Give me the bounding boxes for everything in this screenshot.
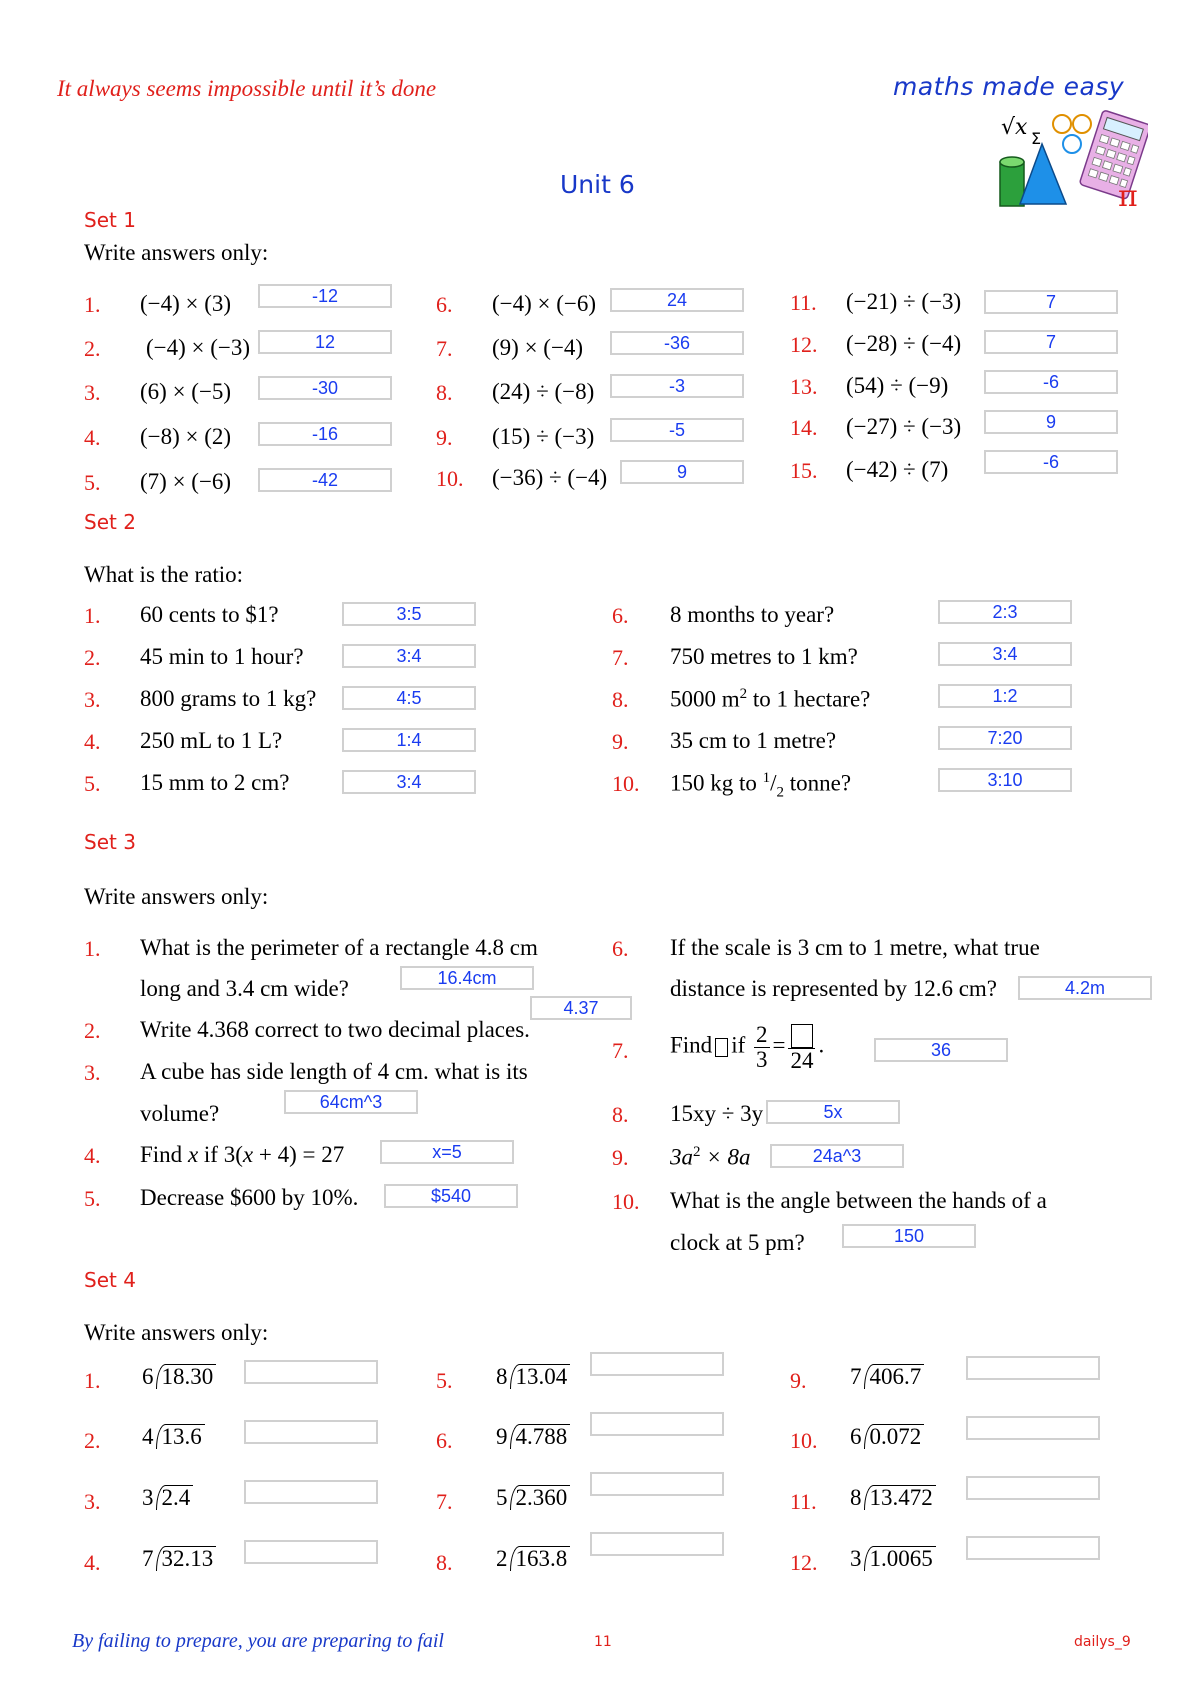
- answer-box[interactable]: -12: [258, 284, 392, 308]
- answer-box[interactable]: [966, 1476, 1100, 1500]
- divisor: 8: [850, 1485, 862, 1510]
- dividend: 163.8: [510, 1546, 571, 1571]
- dividend: 2.4: [156, 1485, 194, 1510]
- top-motto: It always seems impossible until it’s done: [57, 76, 437, 101]
- answer-box[interactable]: 64cm^3: [284, 1090, 418, 1114]
- question-number: 1.: [84, 292, 101, 317]
- dividend: 1.0065: [864, 1546, 936, 1571]
- question-number: 3.: [84, 1060, 101, 1085]
- answer-box[interactable]: 36: [874, 1038, 1008, 1062]
- fraction-denominator: 24: [790, 1047, 814, 1073]
- question-number: 5.: [84, 1186, 101, 1211]
- long-division: [850, 1485, 936, 1511]
- answer-box[interactable]: -36: [610, 331, 744, 355]
- question-text: (54) ÷ (−9): [846, 373, 949, 398]
- brand-name: maths made easy: [893, 72, 1125, 101]
- question-text-part: if 3(: [198, 1142, 243, 1167]
- question-text: (9) × (−4): [492, 335, 584, 360]
- question-text: [670, 1144, 751, 1171]
- answer-box[interactable]: [244, 1420, 378, 1444]
- question-number: 2.: [84, 1428, 101, 1453]
- divisor: 3: [142, 1485, 154, 1510]
- question-number: 6.: [436, 1428, 453, 1453]
- question-text: 60 cents to $1?: [140, 602, 279, 627]
- question-text: volume?: [140, 1101, 220, 1126]
- dividend: 32.13: [156, 1546, 217, 1571]
- answer-box[interactable]: 16.4cm: [400, 966, 534, 990]
- question-number: 5.: [84, 771, 101, 796]
- dividend: 2.360: [510, 1485, 571, 1510]
- answer-box[interactable]: -5: [610, 418, 744, 442]
- blank-square-icon: [791, 1024, 813, 1048]
- question-number: 2.: [84, 1018, 101, 1043]
- long-division: [850, 1546, 936, 1572]
- question-number: 6.: [612, 603, 629, 628]
- question-text: (15) ÷ (−3): [492, 424, 595, 449]
- set4-title: Set 4: [84, 1268, 136, 1292]
- question-number: 12.: [790, 1550, 818, 1575]
- question-text: clock at 5 pm?: [670, 1230, 805, 1255]
- answer-box[interactable]: [590, 1412, 724, 1436]
- question-text: long and 3.4 cm wide?: [140, 976, 349, 1001]
- dividend: 13.04: [510, 1364, 571, 1389]
- question-number: 4.: [84, 1143, 101, 1168]
- answer-box[interactable]: 3:4: [342, 770, 476, 794]
- answer-box[interactable]: [244, 1540, 378, 1564]
- document-code: dailys_9: [1074, 1634, 1131, 1650]
- question-number: 14.: [790, 415, 818, 440]
- divisor: 4: [142, 1424, 154, 1449]
- divisor: 7: [142, 1546, 154, 1571]
- question-text: (−8) × (2): [140, 424, 232, 449]
- answer-box[interactable]: $540: [384, 1184, 518, 1208]
- long-division: [850, 1424, 924, 1450]
- answer-box[interactable]: 1:2: [938, 684, 1072, 708]
- question-text: [670, 770, 851, 801]
- dividend: 4.788: [510, 1424, 571, 1449]
- question-text: Write 4.368 correct to two decimal places.: [140, 1017, 530, 1042]
- long-division: [142, 1364, 216, 1390]
- svg-text:√x: √x: [1001, 115, 1028, 140]
- question-text: What is the angle between the hands of a: [670, 1188, 1047, 1213]
- question-number: 1.: [84, 1368, 101, 1393]
- long-division: [142, 1485, 193, 1511]
- divisor: 8: [496, 1364, 508, 1389]
- page-number: 11: [594, 1634, 612, 1650]
- divisor: 2: [496, 1546, 508, 1571]
- set2-title: Set 2: [84, 510, 136, 534]
- question-number: 9.: [790, 1368, 807, 1393]
- question-number: 1.: [84, 936, 101, 961]
- question-text: (24) ÷ (−8): [492, 379, 595, 404]
- question-number: 8.: [436, 380, 453, 405]
- question-text: 8 months to year?: [670, 602, 835, 627]
- dividend: 406.7: [864, 1364, 925, 1389]
- set1-instruction: Write answers only:: [84, 240, 269, 265]
- question-number: 10.: [436, 466, 464, 491]
- answer-box[interactable]: -3: [610, 374, 744, 398]
- long-division: [142, 1424, 205, 1450]
- dividend: 18.30: [156, 1364, 217, 1389]
- variable: x: [242, 1142, 254, 1167]
- question-text: (−4) × (−6): [492, 291, 597, 316]
- equals-sign: =: [772, 1032, 786, 1058]
- question-text: 750 metres to 1 km?: [670, 644, 858, 669]
- superscript: 2: [739, 686, 748, 702]
- question-text: 15xy ÷ 3y: [670, 1101, 764, 1126]
- question-text: 45 min to 1 hour?: [140, 644, 304, 669]
- dividend: 0.072: [864, 1424, 925, 1449]
- question-number: 3.: [84, 380, 101, 405]
- fraction-slash: /: [770, 770, 777, 796]
- long-division: [496, 1485, 570, 1511]
- question-text-part: if: [731, 1032, 746, 1058]
- long-division: [496, 1424, 570, 1450]
- question-text: [140, 1142, 344, 1168]
- answer-box[interactable]: [966, 1356, 1100, 1380]
- question-text: (6) × (−5): [140, 379, 232, 404]
- divisor: 6: [850, 1424, 862, 1449]
- question-text: Decrease $600 by 10%.: [140, 1185, 359, 1210]
- question-number: 3.: [84, 1489, 101, 1514]
- question-text: (−4) × (−3): [146, 335, 251, 360]
- question-text: [670, 686, 870, 713]
- blank-square-icon: [715, 1038, 728, 1057]
- variable: x: [187, 1142, 199, 1167]
- divisor: 5: [496, 1485, 508, 1510]
- question-number: 4.: [84, 1550, 101, 1575]
- question-number: 5.: [84, 470, 101, 495]
- answer-box[interactable]: 4:5: [342, 686, 476, 710]
- question-text: [670, 1022, 824, 1073]
- fraction: [754, 1023, 770, 1072]
- superscript: 1: [762, 770, 771, 786]
- svg-text:Σ: Σ: [1031, 129, 1042, 148]
- question-number: 7.: [612, 645, 629, 670]
- question-number: 10.: [790, 1428, 818, 1453]
- question-number: 6.: [436, 292, 453, 317]
- question-number: 1.: [84, 603, 101, 628]
- question-text: If the scale is 3 cm to 1 metre, what true: [670, 935, 1040, 960]
- answer-box[interactable]: 24: [610, 288, 744, 312]
- long-division: [850, 1364, 924, 1390]
- answer-box[interactable]: 2:3: [938, 600, 1072, 624]
- answer-box[interactable]: 3:4: [342, 644, 476, 668]
- page-title: Unit 6: [560, 170, 635, 199]
- question-number: 7.: [436, 1489, 453, 1514]
- answer-box[interactable]: -6: [984, 370, 1118, 394]
- answer-box[interactable]: -30: [258, 376, 392, 400]
- fraction: [788, 1022, 815, 1073]
- footer-motto: By failing to prepare, you are preparing to fail: [72, 1630, 444, 1652]
- set3-title: Set 3: [84, 830, 136, 854]
- answer-box[interactable]: [966, 1536, 1100, 1560]
- question-text-part: 3a: [670, 1144, 693, 1170]
- question-number: 12.: [790, 332, 818, 357]
- question-number: 8.: [612, 1102, 629, 1127]
- answer-box[interactable]: 4.2m: [1018, 976, 1152, 1000]
- question-text-part: 150 kg to: [670, 770, 763, 796]
- long-division: [496, 1364, 570, 1390]
- long-division: [496, 1546, 570, 1572]
- question-text: 250 mL to 1 L?: [140, 728, 283, 753]
- svg-text:π: π: [1118, 179, 1138, 210]
- answer-box[interactable]: 3:10: [938, 768, 1072, 792]
- answer-box[interactable]: 3:5: [342, 602, 476, 626]
- superscript: 2: [693, 1144, 701, 1160]
- question-text: A cube has side length of 4 cm. what is its: [140, 1059, 528, 1084]
- period: .: [818, 1032, 825, 1058]
- question-text-part: × 8a: [700, 1144, 751, 1170]
- answer-box[interactable]: [244, 1480, 378, 1504]
- question-number: 2.: [84, 336, 101, 361]
- question-text: (−21) ÷ (−3): [846, 289, 962, 314]
- question-number: 9.: [612, 729, 629, 754]
- question-text-part: to 1 hectare?: [747, 686, 871, 712]
- question-text: (−28) ÷ (−4): [846, 331, 962, 356]
- answer-box[interactable]: [966, 1416, 1100, 1440]
- question-number: 8.: [612, 687, 629, 712]
- dividend: 13.472: [864, 1485, 936, 1510]
- answer-box[interactable]: [590, 1352, 724, 1376]
- question-text: (7) × (−6): [140, 469, 232, 494]
- question-number: 5.: [436, 1368, 453, 1393]
- question-text: (−42) ÷ (7): [846, 457, 949, 482]
- answer-box[interactable]: 7: [984, 330, 1118, 354]
- answer-box[interactable]: 3:4: [938, 642, 1072, 666]
- question-number: 9.: [436, 425, 453, 450]
- answer-box[interactable]: x=5: [380, 1140, 514, 1164]
- answer-box[interactable]: 7: [984, 290, 1118, 314]
- answer-box[interactable]: 9: [620, 460, 744, 484]
- question-text: 15 mm to 2 cm?: [140, 770, 290, 795]
- answer-box[interactable]: -42: [258, 468, 392, 492]
- divisor: 9: [496, 1424, 508, 1449]
- question-text: 800 grams to 1 kg?: [140, 686, 317, 711]
- question-number: 8.: [436, 1550, 453, 1575]
- question-number: 10.: [612, 771, 640, 796]
- question-number: 4.: [84, 425, 101, 450]
- subscript: 2: [776, 784, 785, 801]
- question-text-part: 5000 m: [670, 686, 740, 712]
- answer-box[interactable]: [244, 1360, 378, 1384]
- fraction-denominator: 3: [756, 1046, 768, 1072]
- divisor: 7: [850, 1364, 862, 1389]
- divisor: 3: [850, 1546, 862, 1571]
- maths-collage-icon: [998, 110, 1148, 210]
- question-text: 35 cm to 1 metre?: [670, 728, 837, 753]
- answer-box[interactable]: 7:20: [938, 726, 1072, 750]
- answer-box[interactable]: [590, 1472, 724, 1496]
- answer-box[interactable]: 5x: [766, 1100, 900, 1124]
- question-number: 15.: [790, 458, 818, 483]
- question-text: distance is represented by 12.6 cm?: [670, 976, 997, 1001]
- question-text-part: tonne?: [784, 770, 852, 796]
- question-text: (−4) × (3): [140, 291, 232, 316]
- answer-box[interactable]: 1:4: [342, 728, 476, 752]
- question-number: 3.: [84, 687, 101, 712]
- set3-instruction: Write answers only:: [84, 884, 269, 909]
- question-number: 6.: [612, 936, 629, 961]
- question-text: (−27) ÷ (−3): [846, 414, 962, 439]
- divisor: 6: [142, 1364, 154, 1389]
- question-text: What is the perimeter of a rectangle 4.8 cm: [140, 935, 538, 960]
- set1-title: Set 1: [84, 208, 136, 232]
- long-division: [142, 1546, 216, 1572]
- question-text-part: Find: [140, 1142, 188, 1167]
- answer-box[interactable]: -16: [258, 422, 392, 446]
- set4-instruction: Write answers only:: [84, 1320, 269, 1345]
- question-number: 11.: [790, 1489, 817, 1514]
- answer-box[interactable]: 12: [258, 330, 392, 354]
- question-number: 11.: [790, 290, 817, 315]
- question-number: 9.: [612, 1145, 629, 1170]
- question-text: (−36) ÷ (−4): [492, 465, 608, 490]
- answer-box[interactable]: [590, 1532, 724, 1556]
- dividend: 13.6: [156, 1424, 205, 1449]
- question-number: 7.: [612, 1038, 629, 1063]
- answer-box[interactable]: 150: [842, 1224, 976, 1248]
- fraction-numerator: [788, 1022, 815, 1049]
- question-text-part: + 4) = 27: [253, 1142, 345, 1167]
- answer-box[interactable]: 4.37: [530, 996, 632, 1020]
- question-number: 4.: [84, 729, 101, 754]
- question-text-part: Find: [670, 1032, 713, 1058]
- answer-box[interactable]: 24a^3: [770, 1144, 904, 1168]
- question-number: 2.: [84, 645, 101, 670]
- set2-instruction: What is the ratio:: [84, 562, 244, 587]
- question-number: 13.: [790, 374, 818, 399]
- question-number: 10.: [612, 1189, 640, 1214]
- question-number: 7.: [436, 336, 453, 361]
- answer-box[interactable]: -6: [984, 450, 1118, 474]
- answer-box[interactable]: 9: [984, 410, 1118, 434]
- fraction-numerator: 2: [756, 1021, 768, 1047]
